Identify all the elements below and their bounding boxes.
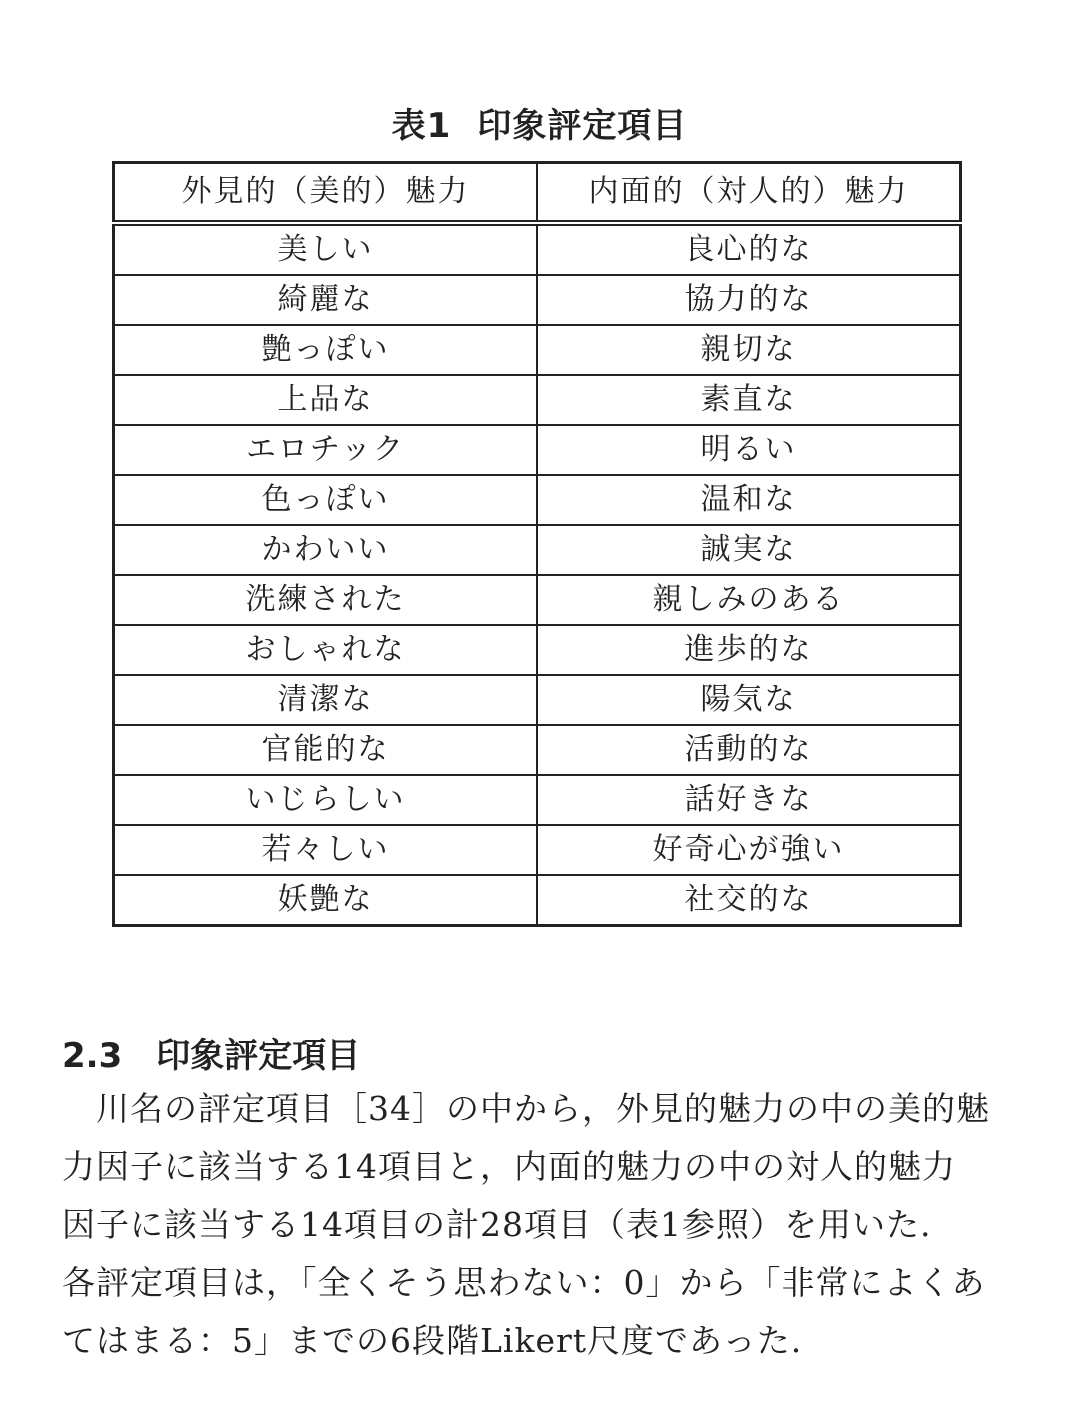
cell-inner-item: 親しみのある [537,575,961,625]
cell-inner-item: 活動的な [537,725,961,775]
cell-inner-item: 協力的な [537,275,961,325]
cell-inner-item: 良心的な [537,223,961,275]
section-heading [62,1028,360,1077]
cell-outer-item: 清潔な [114,675,538,725]
table-row [114,475,961,525]
table-row [114,325,961,375]
cell-outer-item: かわいい [114,525,538,575]
cell-outer-item: 色っぽい [114,475,538,525]
cell-inner-item: 素直な [537,375,961,425]
table-row [114,775,961,825]
paragraph-line: 川名の評定項目［34］の中から，外見的魅力の中の美的魅 [96,1089,990,1128]
table-row [114,525,961,575]
paragraph-line: てはまる：5」までの6段階Likert尺度であった. [62,1321,803,1360]
cell-outer-item: いじらしい [114,775,538,825]
cell-inner-item: 温和な [537,475,961,525]
cell-outer-item: 上品な [114,375,538,425]
cell-inner-item: 陽気な [537,675,961,725]
table-row [114,875,961,926]
cell-outer-item: 綺麗な [114,275,538,325]
cell-outer-item: おしゃれな [114,625,538,675]
cell-outer-item: 官能的な [114,725,538,775]
cell-inner-item: 社交的な [537,875,961,926]
cell-outer-item: 艶っぽい [114,325,538,375]
header-inner-attractiveness: 内面的（対人的）魅力 [537,163,961,224]
paragraph-line: 力因子に該当する14項目と，内面的魅力の中の対人的魅力 [62,1147,956,1186]
cell-outer-item: エロチック [114,425,538,475]
table-row [114,625,961,675]
table-row [114,675,961,725]
table-row [114,275,961,325]
impression-items-table [112,161,962,927]
cell-outer-item: 妖艶な [114,875,538,926]
cell-inner-item: 話好きな [537,775,961,825]
cell-outer-item: 美しい [114,223,538,275]
paragraph-line: 因子に該当する14項目の計28項目（表1参照）を用いた. [62,1205,932,1244]
cell-inner-item: 好奇心が強い [537,825,961,875]
cell-outer-item: 若々しい [114,825,538,875]
table-header-row [114,163,961,224]
table-caption [0,98,1079,147]
body-paragraph [62,1080,1022,1370]
table-caption-number: 表1 [391,106,452,146]
table-row [114,223,961,275]
table-row [114,375,961,425]
table-body [114,223,961,926]
paragraph-line: 各評定項目は，「全くそう思わない：0」から「非常によくあ [62,1263,986,1302]
table-row [114,725,961,775]
table-row [114,575,961,625]
cell-outer-item: 洗練された [114,575,538,625]
table-row [114,425,961,475]
table-caption-title: 印象評定項目 [477,106,688,146]
header-outer-attractiveness: 外見的（美的）魅力 [114,163,538,224]
cell-inner-item: 進歩的な [537,625,961,675]
section-number: 2.3 [62,1036,123,1076]
section-title: 印象評定項目 [156,1036,361,1076]
table-row [114,825,961,875]
cell-inner-item: 明るい [537,425,961,475]
cell-inner-item: 親切な [537,325,961,375]
cell-inner-item: 誠実な [537,525,961,575]
